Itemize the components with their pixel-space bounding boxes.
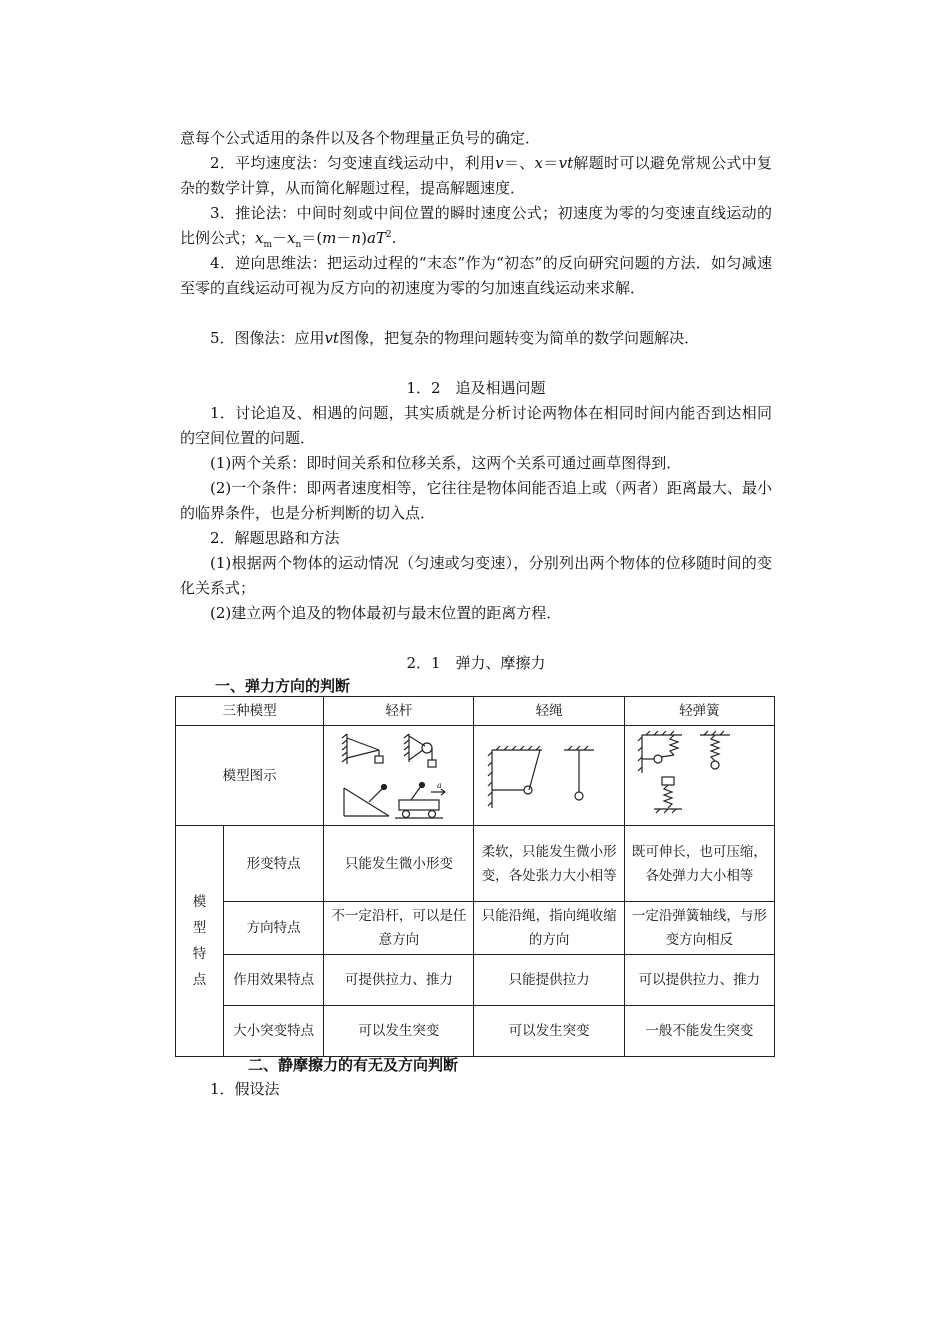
header-cell: 三种模型 <box>176 697 324 726</box>
table-header-row <box>176 697 775 726</box>
heading-static-friction: 二、静摩擦力的有无及方向判断 <box>248 1056 459 1074</box>
rod-cell: 可提供拉力、推力 <box>324 955 474 1006</box>
symbol: m <box>322 229 337 247</box>
row-label: 大小突变特点 <box>224 1006 324 1057</box>
rod-cell: 只能发生微小形变 <box>324 826 474 902</box>
symbol: x <box>255 229 264 247</box>
paragraph-1: 1．讨论追及、相遇的问题，其实质就是分析讨论两物体在相同时间内能否到达相同的空间位置的问题． <box>180 404 772 447</box>
rod-diagram <box>324 726 474 826</box>
subscript: n <box>295 240 302 250</box>
spring-cell: 一般不能发生突变 <box>624 1006 774 1057</box>
section-title-1-2: 1．2 追及相遇问题 <box>406 379 546 397</box>
symbol: x <box>287 229 296 247</box>
row-label: 作用效果特点 <box>224 955 324 1006</box>
paragraph-continuation: 意每个公式适用的条件以及各个物理量正负号的确定． <box>180 129 541 147</box>
rope-cell: 可以发生突变 <box>474 1006 624 1057</box>
text: ) <box>361 229 367 247</box>
text: 解题时可以避免常规公式中复杂的数学计算，从而简化解题过程，提高解题速度． <box>180 154 772 197</box>
symbol-vt: vt <box>324 329 340 347</box>
header-cell: 轻杆 <box>324 697 474 726</box>
rod-cell: 不一定沿杆，可以是任意方向 <box>324 902 474 955</box>
symbol-vt: vt <box>558 154 574 172</box>
text: － <box>336 229 352 247</box>
superscript: 2 <box>385 230 392 240</box>
header-cell: 轻绳 <box>474 697 624 726</box>
symbol-v: v <box>495 154 504 172</box>
text: 5．图像法：应用 <box>210 329 325 347</box>
table-row <box>176 1006 775 1057</box>
paragraph-5: (1)根据两个物体的运动情况（匀速或匀变速），分别列出两个物体的位移随时间的变化关系式； <box>180 554 772 597</box>
group-label-cell <box>176 826 224 1057</box>
text: ＝( <box>301 229 323 247</box>
paragraph-reverse-thinking: 4．逆向思维法：把运动过程的“末态”作为“初态”的反向研究问题的方法．如匀减速至零的直线运动可视为反方向的初速度为零的匀加速直线运动来求解． <box>180 254 772 297</box>
model-table <box>175 696 775 1057</box>
symbol: aT <box>366 229 386 247</box>
paragraph-average-velocity <box>180 151 772 201</box>
rope-cell: 只能提供拉力 <box>474 955 624 1006</box>
table-row <box>176 826 775 902</box>
text: ＝ <box>543 154 559 172</box>
paragraph-6: (2)建立两个追及的物体最初与最末位置的距离方程． <box>210 604 562 622</box>
table-row <box>176 955 775 1006</box>
diagram-label: 模型图示 <box>176 726 324 826</box>
table-row <box>176 902 775 955</box>
accel-label: a <box>436 780 442 790</box>
rod-cell: 可以发生突变 <box>324 1006 474 1057</box>
paragraph-4: 2．解题思路和方法 <box>210 529 340 547</box>
text: ＝、 <box>503 154 535 172</box>
rope-cell: 柔软，只能发生微小形变，各处张力大小相等 <box>474 826 624 902</box>
rope-cell: 只能沿绳，指向绳收缩的方向 <box>474 902 624 955</box>
spring-cell: 可以提供拉力、推力 <box>624 955 774 1006</box>
section-title-2-1: 2．1 弹力、摩擦力 <box>406 654 546 672</box>
spring-diagram <box>624 726 774 826</box>
spring-cell: 一定沿弹簧轴线，与形变方向相反 <box>624 902 774 955</box>
paragraph-2: (1)两个关系：即时间关系和位移关系，这两个关系可通过画草图得到． <box>210 454 682 472</box>
paragraph-inference <box>180 201 772 251</box>
group-label: 模型特点 <box>192 894 207 988</box>
row-label: 方向特点 <box>224 902 324 955</box>
text: 3．推论法：中间时刻或中间位置的瞬时速度公式；初速度为零的匀变速直线运动的比例公式； <box>180 204 772 247</box>
rope-diagram <box>474 726 624 826</box>
text: . <box>391 229 397 247</box>
subscript: m <box>263 240 273 250</box>
row-label: 形变特点 <box>224 826 324 902</box>
symbol: n <box>351 229 362 247</box>
spring-cell: 既可伸长，也可压缩，各处弹力大小相等 <box>624 826 774 902</box>
paragraph-3: (2)一个条件：即两者速度相等，它往往是物体间能否追上或（两者）距离最大、最小的临界条件，也是分析判断的切入点． <box>180 479 772 522</box>
subheading-assumption-method: 1．假设法 <box>210 1080 280 1098</box>
symbol-x: x <box>534 154 544 172</box>
heading-elastic-direction: 一、弹力方向的判断 <box>215 677 351 695</box>
rod-diagram-figure <box>339 730 459 822</box>
text: 2．平均速度法：匀变速直线运动中，利用 <box>210 154 496 172</box>
rope-diagram-figure <box>484 736 614 816</box>
header-cell: 轻弹簧 <box>624 697 774 726</box>
diagram-row <box>176 726 775 826</box>
spring-diagram-figure <box>634 729 764 823</box>
text: － <box>272 229 288 247</box>
text: 图像，把复杂的物理问题转变为简单的数学问题解决． <box>339 329 700 347</box>
paragraph-graph-method <box>180 326 772 351</box>
